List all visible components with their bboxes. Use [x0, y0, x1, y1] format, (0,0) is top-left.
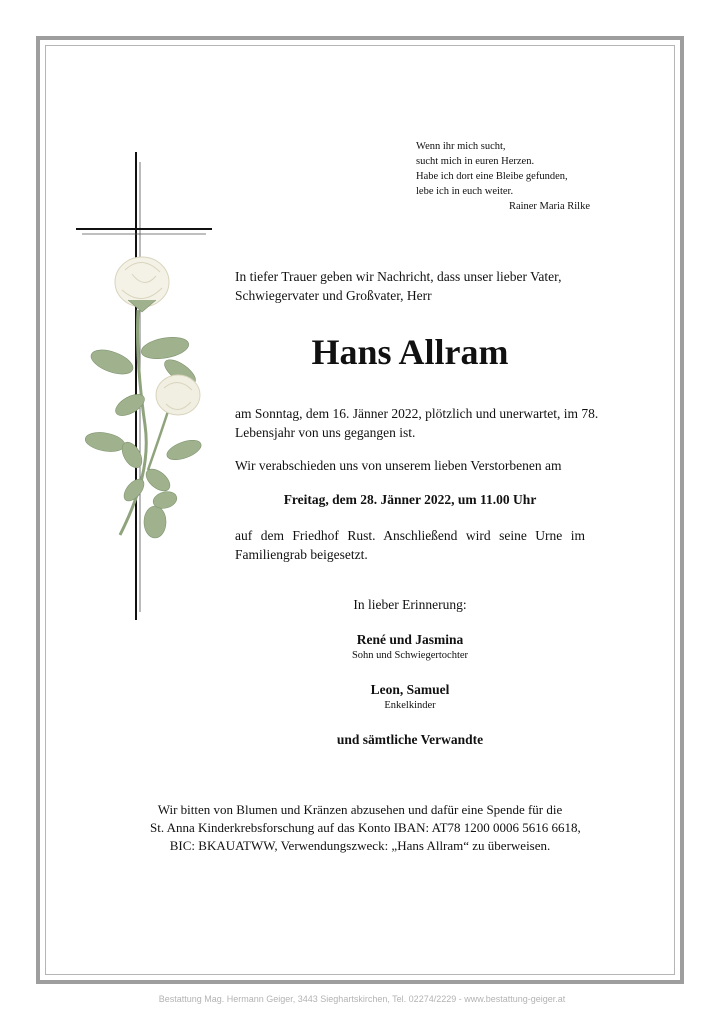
donation-request: [150, 801, 581, 855]
relatives-text: und sämtliche Verwandte: [336, 732, 484, 747]
quote-line: lebe ich in euch weiter.: [416, 186, 514, 197]
death-text: am Sonntag, dem 16. Jänner 2022, plötzlich und unerwartet, im 78. Lebensjahr von uns gegangen ist.: [235, 406, 599, 440]
quote-line: Wenn ihr mich sucht,: [416, 141, 506, 152]
mourner-group: [230, 630, 590, 662]
intro-text: In tiefer Trauer geben wir Nachricht, dass unser lieber Vater, Schwiegervater und Großvater, Herr: [235, 269, 562, 303]
memory-heading: In lieber Erinnerung:: [353, 597, 467, 612]
mourner-group: [230, 680, 590, 712]
footer-imprint: Bestattung Mag. Hermann Geiger, 3443 Sieghartskirchen, Tel. 02274/2229 - www.bestattung-geiger.at: [158, 994, 566, 1004]
mourner-relation: Sohn und Schwiegertochter: [351, 650, 469, 661]
mourner-names: René und Jasmina: [356, 632, 464, 647]
donation-line: BIC: BKAUATWW, Verwendungszweck: „Hans Allram“ zu überweisen.: [169, 838, 551, 853]
mourner-names: Leon, Samuel: [370, 682, 450, 697]
rilke-quote: [416, 139, 596, 214]
funeral-date: Freitag, dem 28. Jänner 2022, um 11.00 Uhr: [283, 492, 537, 507]
cross-with-roses: [70, 150, 220, 625]
mourner-relation: Enkelkinder: [384, 700, 436, 711]
donation-line: St. Anna Kinderkrebsforschung auf das Konto IBAN: AT78 1200 0006 5616 6618,: [150, 820, 581, 835]
quote-line: sucht mich in euren Herzen.: [416, 156, 535, 167]
quote-line: Habe ich dort eine Bleibe gefunden,: [416, 171, 568, 182]
farewell-text: Wir verabschieden uns von unserem lieben Verstorbenen am: [235, 458, 562, 473]
rose-illustration: [84, 257, 204, 538]
deceased-name: Hans Allram: [311, 332, 509, 372]
quote-author: Rainer Maria Rilke: [508, 201, 590, 212]
donation-line: Wir bitten von Blumen und Kränzen abzusehen und dafür eine Spende für die: [157, 802, 563, 817]
burial-place-text: auf dem Friedhof Rust. Anschließend wird seine Urne im Familiengrab beigesetzt.: [235, 528, 585, 562]
